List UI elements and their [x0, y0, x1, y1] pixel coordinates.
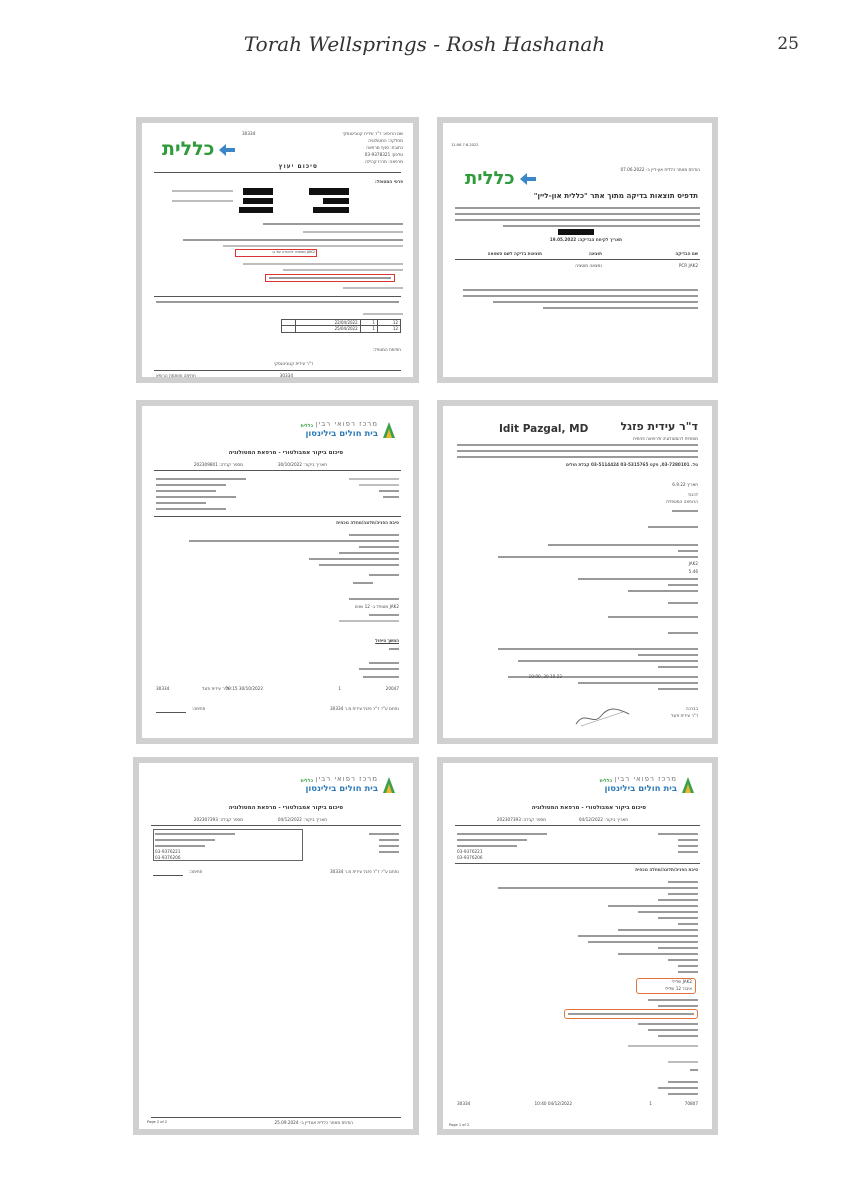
- clalit-logo: [162, 137, 237, 163]
- signature-name: ד"ר עידית קנוביטנסקי: [274, 361, 313, 366]
- rabin-mark-icon: [381, 420, 397, 440]
- rabin-logo-bottom: בית חולים בילינסון: [305, 429, 378, 440]
- phone-2: 03-9376206: [457, 855, 483, 860]
- page-number: 25: [777, 34, 799, 54]
- clalit-logo-text: כללית: [162, 138, 215, 160]
- rabin-mark-icon: [680, 775, 696, 795]
- document-image-visit-summary-3: מרכז רפואי רבין בית חולים בילינסון כללית סיכום ביקור אמבולטורי - מרפאת המטולוגיה תאריך ביקור: 04/12/2022 מספר קבלה: 202307393 03-9376221 03-9376206 סיבת הפניה/תלונה/מחלה נוכחית JAK2 שלילי איבוד 12 שלילי 70807 1 10:40 04/12/2022 30334 Page 1 of 2: [437, 757, 718, 1135]
- table-qty: 1: [338, 686, 341, 691]
- rabin-logo: [305, 420, 397, 441]
- document-image-visit-summary-1: מרכז רפואי רבין בית חולים בילינסון כללית סיכום ביקור אמבולטורי - מרפאת המטולוגיה תאריך ביקור: 30/10/2022 מספר קבלה: 202309801 סיבת הפניה/תלונה/מחלה נוכחית JAK2 מטופל ב- 12 שנים המשך טיפול 20047 1 09:15 30/10/2022 ד"ר עידית פזגל 30334 נחתם ע"י: ד"ר פזגל עידית מ.ר 30334 חתימה:: [136, 400, 419, 744]
- small-clalit-logo: כללית: [300, 779, 313, 784]
- handwritten-signature-icon: [573, 704, 633, 730]
- visit-heading: סיכום ביקור אמבולטורי - מרפאת המטולוגיה: [228, 805, 343, 811]
- col-reference: תוצאות בדיקה לשם השוואה: [487, 251, 542, 256]
- rabin-logo-bottom: בית חולים בילינסון: [305, 784, 378, 795]
- jak-result: JAK2 שלילי: [671, 979, 692, 984]
- signed-by: נחתם ע"י: ד"ר פזגל עידית מ.ר 30334: [330, 706, 399, 711]
- recipient: הרופאה המטפלת: [666, 499, 698, 504]
- table-time: 10:40 04/12/2022: [534, 1101, 572, 1106]
- section-title: סיבת הפניה/תלונה/מחלה נוכחית: [336, 520, 399, 525]
- stamp-label: חתימה וחותמת הרופא: [156, 373, 196, 378]
- doctor-name-en: Idit Pazgal, MD: [499, 423, 589, 435]
- followup-label: המשך טיפול: [375, 638, 399, 643]
- signed-by: נחתם ע"י: ד"ר פזגל עידית מ.ר 30334: [330, 869, 399, 874]
- sample-date: 19.05.2022: [549, 237, 577, 242]
- phone-code: 30334: [242, 131, 256, 136]
- clalit-mark-icon: [518, 171, 538, 187]
- doctor-name: ד"ר עידית פזגל: [202, 686, 229, 691]
- regards: בברכה: [685, 706, 698, 711]
- rabin-logo-top: מרכז רפואי רבין: [315, 775, 378, 783]
- value-1: 5.46: [688, 569, 698, 574]
- appointment-time: 10:00 ,30.10.22: [528, 674, 562, 679]
- table-code: 70807: [684, 1101, 698, 1106]
- table-qty: 1: [649, 1101, 652, 1106]
- rabin-logo-top: מרכז רפואי רבין: [614, 775, 677, 783]
- table-code: 20047: [385, 686, 399, 691]
- jak-line: JAK2 מטופל ב- 12 שנים: [354, 604, 399, 609]
- clalit-logo-text: כללית: [465, 168, 515, 189]
- print-timestamp: 11:06 7.6.2022: [451, 143, 479, 147]
- table-date: 09:15 30/10/2022: [225, 686, 263, 691]
- visit-date: 30/10/2022: [277, 462, 302, 467]
- footer-page: Page 2 of 2: [147, 1120, 168, 1124]
- doctor-subtitle: מומחית להמטולוגיה ולרפואה פנימית: [633, 436, 698, 441]
- print-date: 07.06.2022: [620, 167, 645, 172]
- clalit-mark-icon: [217, 142, 237, 158]
- document-image-consultation-summary: כללית שם הרופא: ד"ר עידית קנוביטנסקי מחלקה: המטולוגיה כתובת: סניף מרפאה טלפון: 03-9378321 מרפאה: מרכז קהילה 30334 סיכום יעוץ פרטי המטופל: JAK2 מוטציה לכאורה של גן 12 1 22/04/2022 12 1 25/04/2022 חתימת המטפל: ד"ר עידית קנוביטנסקי 30334 חתימה וחותמת הרופא: [136, 117, 419, 383]
- secondary-result: איבוד 12 שלילי: [664, 986, 692, 991]
- test-name: PCR JAK2: [678, 263, 698, 268]
- rabin-mark-icon: [381, 775, 397, 795]
- small-clalit-logo: כללית: [300, 424, 313, 429]
- consultation-heading: סיכום יעוץ: [278, 163, 318, 170]
- letter-date: 6.9.22: [672, 482, 686, 487]
- visit-heading: סיכום ביקור אמבולטורי - מרפאת המטולוגיה: [228, 450, 343, 456]
- section-title: סיבת הפניה/תלונה/מחלה נוכחית: [635, 867, 698, 872]
- phone-1: 03-9376221: [457, 849, 483, 854]
- signature-label: חתימה:: [189, 869, 203, 874]
- phone-1: 03-9376221: [155, 849, 181, 854]
- letter-signature: ד"ר עידית פזגל: [671, 713, 698, 718]
- license-number: 30334: [156, 686, 170, 691]
- case-number: 202307393: [496, 817, 521, 822]
- clalit-logo: [465, 167, 538, 191]
- doctor-name-he: ד"ר עידית פזגל: [620, 420, 698, 433]
- small-clalit-logo: כללית: [599, 779, 612, 784]
- page-header-title: Torah Wellsprings - Rosh Hashanah: [243, 32, 606, 56]
- rabin-logo: [604, 775, 696, 796]
- jak-label: JAK2: [688, 561, 698, 566]
- phone-2: 03-9376206: [155, 855, 181, 860]
- greeting: לכבוד: [687, 492, 698, 497]
- diagnosis-highlight: JAK2 מוטציה לכאורה של גן: [272, 250, 315, 254]
- document-image-pazgal-letter: Idit Pazgal, MD ד"ר עידית פזגל מומחית להמטולוגיה ולרפואה פנימית טל. 03-7280101, פקס 03-5315765 03-5114424 קבלת חולים תאריך 6.9.22 לכבוד הרופאה המטפלת JAK2 5.46 10:00 ,30.10.22 בברכה ד"ר עידית פזגל: [437, 400, 718, 744]
- footer-print-note: הודפס מאתר כללית אונליין ב- 25.09.2024: [274, 1120, 353, 1125]
- footer-page: Page 1 of 2: [449, 1123, 470, 1127]
- test-result: נמצאה מוטציה: [575, 263, 602, 268]
- phone-line: טל. 03-7280101, פקס 03-5315765 03-5114424 קבלת חולים: [566, 462, 698, 467]
- visit-heading: סיכום ביקור אמבולטורי - מרפאת המטולוגיה: [531, 805, 646, 811]
- col-result: תוצאה: [589, 251, 602, 256]
- col-test-name: שם הבדיקה: [675, 251, 698, 256]
- document-image-online-results: 11:06 7.6.2022 הודפס מאתר כללית און-ליין ב- 07.06.2022 כללית תדפיס תוצאות בדיקה מתוך אתר "כללית און-ליין" תאריך לקיחת הבדיקה: 19.05.2022 שם הבדיקה תוצאה תוצאות בדיקה לשם השוואה PCR JAK2 נמצאה מוטציה: [437, 117, 718, 383]
- license-number: 30334: [457, 1101, 471, 1106]
- rabin-logo: [305, 775, 397, 796]
- rabin-logo-bottom: בית חולים בילינסון: [604, 784, 677, 795]
- case-number: 202309801: [193, 462, 218, 467]
- visit-date: 04/12/2022: [578, 817, 603, 822]
- results-heading: תדפיס תוצאות בדיקה מתוך אתר "כללית און-ליין": [533, 191, 698, 200]
- rabin-logo-top: מרכז רפואי רבין: [315, 420, 378, 428]
- visit-date: 04/12/2022: [277, 817, 302, 822]
- signature-label: חתימה:: [192, 706, 206, 711]
- case-number: 202307393: [193, 817, 218, 822]
- document-image-visit-summary-2: מרכז רפואי רבין בית חולים בילינסון כללית סיכום ביקור אמבולטורי - מרפאת המטולוגיה תאריך ביקור: 04/12/2022 מספר קבלה: 202307393 03-9376221 03-9376206 נחתם ע"י: ד"ר פזגל עידית מ.ר 30334 חתימה: Page 2 of 2 הודפס מאתר כללית אונליין ב- 25.09.2024: [133, 757, 419, 1135]
